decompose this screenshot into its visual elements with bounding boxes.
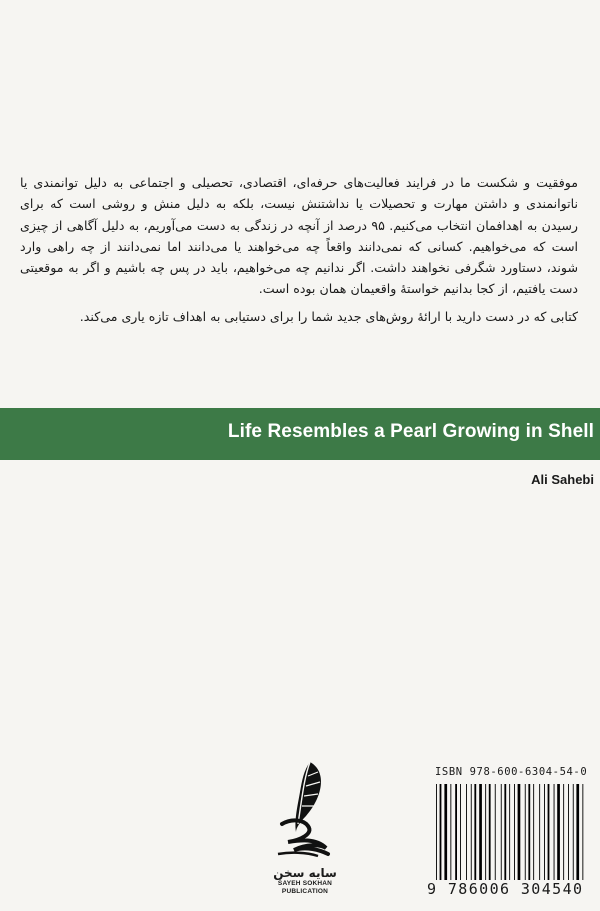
english-title: Life Resembles a Pearl Growing in Shell: [227, 421, 594, 442]
publisher-name-en-1: SAYEH SOKHAN: [277, 880, 333, 887]
back-cover-blurb: [20, 172, 578, 327]
blurb-paragraph-1: موفقیت و شکست ما در فرایند فعالیت‌های حرفه‌ای، اقتصادی، تحصیلی و اجتماعی به دلیل توانمندی یا ناتوانمندی و داشتن مهارت و تحصیلات یا نداشتنش نیست، بلکه به دلیل منش و روشی است که برای رسیدن به اهدافمان انتخاب می‌کنیم. ۹۵ درصد از آنچه در زندگی به دست می‌آوریم، به دلیل آگاهی از چیزی است که می‌خواهیم. کسانی که نمی‌دانند واقعاً چه می‌خواهند یا می‌دانند اما نمی‌دانند از چه راهی وارد شوند، دستاورد شگرفی نخواهند داشت. اگر ندانیم چه می‌خواهیم، باید در پس چه باشیم و اگر به موقعیتی دست یافتیم، از کجا بدانیم خواستهٔ واقعیمان همان بوده است.: [20, 175, 578, 297]
publisher-name-fa: سایه سخن: [273, 866, 337, 880]
publisher-name-en-2: PUBLICATION: [281, 888, 329, 895]
quill-pen-icon: [270, 758, 340, 866]
isbn-barcode: [432, 784, 592, 894]
title-band: [0, 408, 600, 460]
barcode-digits: 9 786006 304540: [427, 880, 584, 898]
publisher-logo: [262, 758, 348, 908]
isbn-label: ISBN 978-600-6304-54-0: [435, 766, 588, 778]
blurb-paragraph-2: کتابی که در دست دارید با ارائهٔ روش‌های جدید شما را برای دستیابی به اهداف تازه یاری می‌کند.: [79, 308, 578, 324]
author-name: Ali Sahebi: [531, 472, 594, 487]
